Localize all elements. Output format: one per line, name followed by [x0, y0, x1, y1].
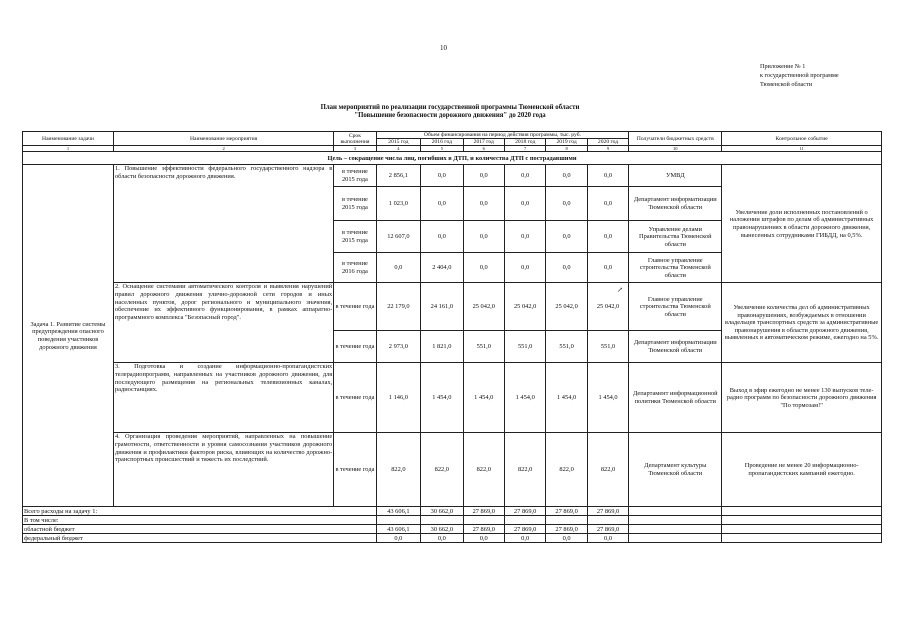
value-cell: 0,0 — [421, 187, 463, 221]
value-cell: 1 023,0 — [376, 187, 420, 221]
title-line: План мероприятий по реализации государственной программы Тюменской области — [320, 104, 580, 111]
header-year: 2018 год — [504, 139, 545, 146]
value-cell: 2 404,0 — [421, 253, 463, 283]
value-cell: 0,0 — [546, 221, 587, 253]
value-cell: 822,0 — [421, 433, 463, 507]
total-value: 43 606,1 — [376, 525, 420, 534]
value-cell: 0,0 — [587, 253, 628, 283]
value-cell: 822,0 — [546, 433, 587, 507]
total-label: областной бюджет — [23, 525, 377, 534]
stray-mark: ↗ — [617, 286, 623, 294]
header-volume: Объем финансирования на период действия программы, тыс. руб. — [376, 132, 629, 139]
empty-cell — [629, 534, 722, 543]
event-3: 3. Подготовка и создание информационно-пропагандистских телерадиопрограмм, направленных на участников дорожного движения, для последующего размещения на региональных телевизионных каналах, радиостанциях. — [113, 363, 333, 433]
total-value — [587, 516, 628, 525]
total-value: 43 606,1 — [376, 507, 420, 516]
value-cell: 1 821,0 — [421, 331, 463, 363]
value-cell: 0,0 — [463, 187, 504, 221]
term-cell: в течение года — [334, 331, 376, 363]
total-value — [463, 516, 504, 525]
value-cell: 1 454,0 — [587, 363, 628, 433]
value-cell: 1 146,0 — [376, 363, 420, 433]
value-cell: 0,0 — [504, 187, 545, 221]
header-year: 2015 год — [376, 139, 420, 146]
value-cell: 0,0 — [376, 253, 420, 283]
page-number: 10 — [440, 44, 447, 52]
value-cell: 25 042,0 — [504, 283, 545, 331]
column-index: 3 — [334, 146, 376, 152]
column-index: 6 — [463, 146, 504, 152]
total-value: 27 869,0 — [463, 507, 504, 516]
event-2: 2. Оснащение системами автоматического контроля и выявления нарушений правил дорожного движения улично-дорожной сети городов и иных населенных пунктов, дорог регионального и муниципального значения, обеспечение их эффективного функционирования, в рамках аппаратно-программного комплекса "Безопасный город". — [113, 283, 333, 363]
value-cell: 0,0 — [421, 221, 463, 253]
total-value: 0,0 — [376, 534, 420, 543]
value-cell: 822,0 — [463, 433, 504, 507]
total-value: 0,0 — [546, 534, 587, 543]
value-cell: 551,0 — [463, 331, 504, 363]
column-index: 7 — [504, 146, 545, 152]
total-value: 27 869,0 — [504, 525, 545, 534]
recipient-cell: Главное управление строительства Тюменской области — [629, 283, 722, 331]
total-value: 0,0 — [463, 534, 504, 543]
total-value: 27 869,0 — [546, 507, 587, 516]
total-value: 30 662,0 — [421, 507, 463, 516]
column-index: 2 — [113, 146, 333, 152]
value-cell: 0,0 — [587, 187, 628, 221]
recipient-cell: Управление делами Правительства Тюменской области — [629, 221, 722, 253]
total-label: федеральный бюджет — [23, 534, 377, 543]
value-cell: 22 179,0 — [376, 283, 420, 331]
header-term: Срок выполнения — [334, 132, 376, 146]
header-year: 2017 год — [463, 139, 504, 146]
value-cell: 551,0 — [504, 331, 545, 363]
value-cell: 2 973,0 — [376, 331, 420, 363]
total-value: 27 869,0 — [504, 507, 545, 516]
empty-cell — [722, 525, 882, 534]
event-4: 4. Организация проведения мероприятий, направленных на повышение грамотности, ответственности и уровня самосознания участников дорожного движения и профилактики факторов риска, влияющих на количество дорожно-транспортных происшествий и тяжесть их последствий. — [113, 433, 333, 507]
value-cell: 25 042,0 — [546, 283, 587, 331]
empty-cell — [629, 507, 722, 516]
control-event-3: Выход в эфир ежегодно не менее 130 выпусков теле-радио программ по безопасности дорожного движения "По тормозам!" — [722, 363, 882, 433]
total-value: 30 662,0 — [421, 525, 463, 534]
value-cell: 0,0 — [463, 165, 504, 187]
value-cell: 25 042,0 — [463, 283, 504, 331]
column-index: 11 — [722, 146, 882, 152]
empty-cell — [629, 525, 722, 534]
value-cell: 1 454,0 — [463, 363, 504, 433]
goal-row: Цель – сокращение числа лиц, погибших в ДТП, и количества ДТП с пострадавшими — [23, 152, 882, 165]
empty-cell — [629, 516, 722, 525]
value-cell: 24 161,0 — [421, 283, 463, 331]
total-value: 27 869,0 — [546, 525, 587, 534]
total-value: 27 869,0 — [587, 525, 628, 534]
total-value — [376, 516, 420, 525]
value-cell: 0,0 — [504, 253, 545, 283]
appendix-note — [760, 62, 900, 89]
value-cell: 2 856,1 — [376, 165, 420, 187]
total-value: 0,0 — [421, 534, 463, 543]
recipient-cell: Департамент культуры Тюменской области — [629, 433, 722, 507]
header-control: Контрольное событие — [722, 132, 882, 146]
total-value: 27 869,0 — [463, 525, 504, 534]
total-value: 27 869,0 — [587, 507, 628, 516]
value-cell: 1 454,0 — [421, 363, 463, 433]
appendix-line: Тюменской области — [760, 81, 813, 88]
total-label: Всего расходы на задачу 1: — [23, 507, 377, 516]
column-index: 10 — [629, 146, 722, 152]
recipient-cell: Департамент информатизации Тюменской области — [629, 187, 722, 221]
header-year: 2020 год — [587, 139, 628, 146]
value-cell: 822,0 — [504, 433, 545, 507]
value-cell: 822,0 — [376, 433, 420, 507]
recipient-cell: Департамент информатизации Тюменской области — [629, 331, 722, 363]
value-cell: 1 454,0 — [546, 363, 587, 433]
value-cell: 0,0 — [546, 253, 587, 283]
value-cell: 551,0 — [587, 331, 628, 363]
column-index: 9 — [587, 146, 628, 152]
header-event: Наименование мероприятия — [113, 132, 333, 146]
appendix-line: к государственной программе — [760, 72, 839, 79]
recipient-cell: Главное управление строительства Тюменской области — [629, 253, 722, 283]
event-1: 1. Повышение эффективности федерального государственного надзора в области безопасности дорожного движения. — [113, 165, 333, 283]
term-cell: в течение 2015 года — [334, 165, 376, 187]
plan-table — [22, 131, 882, 543]
task-name: Задача 1. Развитие системы предупреждения опасного поведения участников дорожного движения — [23, 165, 114, 507]
term-cell: в течение 2015 года — [334, 221, 376, 253]
value-cell: 0,0 — [546, 187, 587, 221]
total-value: 0,0 — [587, 534, 628, 543]
value-cell: 551,0 — [546, 331, 587, 363]
recipient-cell: УМВД — [629, 165, 722, 187]
value-cell: 0,0 — [504, 221, 545, 253]
total-label: В том числе: — [23, 516, 377, 525]
value-cell: 25 042,0 — [587, 283, 628, 331]
term-cell: в течение года — [334, 363, 376, 433]
value-cell: 0,0 — [587, 165, 628, 187]
term-cell: в течение 2015 года — [334, 187, 376, 221]
empty-cell — [722, 507, 882, 516]
total-value — [504, 516, 545, 525]
control-event-2: Увеличение количества дел об административных правонарушениях, возбуждаемых в отношении владельцев транспортных средств за административные правонарушения в области дорожного движения, выявленных в автоматическом режиме, ежегодно на 5%. — [722, 283, 882, 363]
term-cell: в течение года — [334, 283, 376, 331]
value-cell: 0,0 — [463, 221, 504, 253]
control-event-4: Проведение не менее 20 информационно-пропагандистских кампаний ежегодно. — [722, 433, 882, 507]
empty-cell — [722, 534, 882, 543]
recipient-cell: Департамент информационной политики Тюменской области — [629, 363, 722, 433]
title-line: "Повышение безопасности дорожного движения" до 2020 года — [354, 112, 546, 119]
value-cell: 822,0 — [587, 433, 628, 507]
document-title — [180, 104, 720, 120]
value-cell: 12 607,0 — [376, 221, 420, 253]
control-event-1: Увеличение доли исполненных постановлений о наложении штрафов по делам об административных правонарушениях в области дорожного движения, вынесенных сотрудниками ГИБДД, на 0,5%. — [722, 165, 882, 283]
total-value — [421, 516, 463, 525]
value-cell: 1 454,0 — [504, 363, 545, 433]
column-index: 5 — [421, 146, 463, 152]
appendix-line: Приложение № 1 — [760, 63, 806, 70]
total-value — [546, 516, 587, 525]
header-year: 2019 год — [546, 139, 587, 146]
total-value: 0,0 — [504, 534, 545, 543]
value-cell: 0,0 — [504, 165, 545, 187]
column-index: 4 — [376, 146, 420, 152]
header-task: Наименование задачи — [23, 132, 114, 146]
column-index: 8 — [546, 146, 587, 152]
value-cell: 0,0 — [421, 165, 463, 187]
header-recipients: Получатели бюджетных средств — [629, 132, 722, 146]
value-cell: 0,0 — [587, 221, 628, 253]
value-cell: 0,0 — [463, 253, 504, 283]
empty-cell — [722, 516, 882, 525]
value-cell: 0,0 — [546, 165, 587, 187]
term-cell: в течение 2016 года — [334, 253, 376, 283]
term-cell: в течение года — [334, 433, 376, 507]
column-index: 1 — [23, 146, 114, 152]
header-year: 2016 год — [421, 139, 463, 146]
